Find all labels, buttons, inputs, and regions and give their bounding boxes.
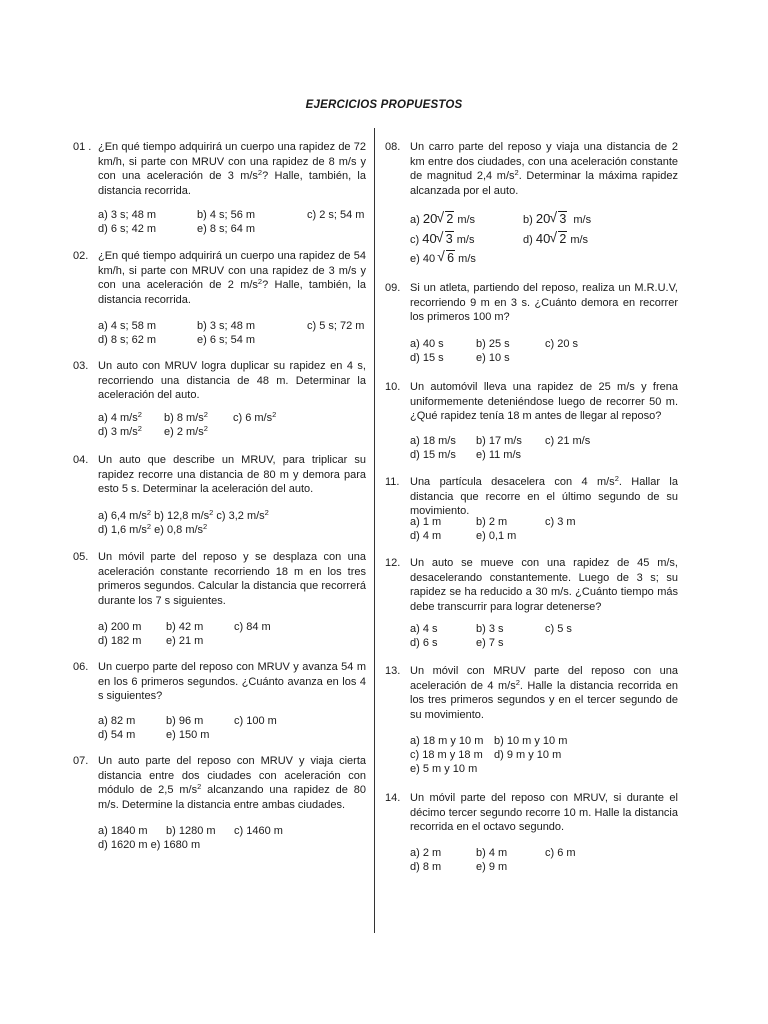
- exercise-number: 06.: [73, 661, 89, 673]
- page-title: EJERCICIOS PROPUESTOS: [305, 99, 463, 111]
- option-a: a) 2 m: [410, 847, 442, 859]
- option-c: c) 6 m: [545, 847, 576, 859]
- exercise-number: 08.: [385, 141, 401, 153]
- unit: m/s: [573, 214, 592, 226]
- sqrt-icon: [437, 212, 454, 228]
- option-e: e) 5 m y 10 m: [410, 763, 478, 775]
- option-b: b) 42 m: [166, 621, 204, 633]
- exercise-11: [385, 475, 678, 545]
- unit: m/s: [570, 234, 589, 246]
- option-d: [523, 232, 588, 248]
- exercise-statement: Un móvil parte del reposo con MRUV, si durante el décimo tercer segundo recorre 10 m. Halle la distancia recorrida en el octavo segundo.: [410, 792, 678, 833]
- option-letter: e) 40: [410, 253, 436, 265]
- option-c: c) 3 m: [545, 516, 576, 528]
- option-e: e) 6 s; 54 m: [197, 334, 256, 346]
- exercise-statement: Un automóvil lleva una rapidez de 25 m/s y frena uniformemente deteniéndose luego de recorrer 50 m. ¿Qué rapidez tenía 18 m antes de llegar al reposo?: [410, 381, 678, 422]
- option-e: e) 21 m: [166, 635, 204, 647]
- option-d: d) 8 m: [410, 861, 442, 873]
- exercise-number: 05.: [73, 551, 89, 563]
- exercise-06: [73, 660, 366, 745]
- option-letter: b): [523, 214, 533, 226]
- exercise-number: 02.: [73, 250, 89, 262]
- radicand: 3: [445, 232, 453, 246]
- column-divider: [374, 128, 375, 933]
- option-e: [410, 251, 476, 267]
- option-d: d) 6 s: [410, 637, 438, 649]
- option-c: c) 2 s; 54 m: [307, 209, 365, 221]
- option-b: b) 17 m/s: [476, 435, 522, 447]
- option-a: a) 18 m y 10 m: [410, 735, 484, 747]
- option-a: a) 82 m: [98, 715, 136, 727]
- option-d: d) 3 $m/s^2$: [98, 424, 142, 438]
- sqrt-icon: [438, 251, 455, 267]
- option-row-1: a) 6,4 $m/s^2$ b) 12,8 $m/s^2$ c) 3,2 $m/s^2$: [98, 508, 269, 522]
- option-row-2: d) 1620 m e) 1680 m: [98, 839, 201, 851]
- option-e: e) 150 m: [166, 729, 210, 741]
- unit: m/s: [458, 253, 476, 265]
- exercise-number: 09.: [385, 282, 401, 294]
- exercise-statement: Una partícula desacelera con 4 $m/s^2$. Hallar la distancia que recorre en el último segundo de su movimiento.: [410, 474, 678, 517]
- radicand: 3: [559, 212, 567, 226]
- option-a: a) 40 s: [410, 338, 444, 350]
- option-c: c) 20 s: [545, 338, 579, 350]
- exercise-07: [73, 754, 366, 854]
- coefficient: 20: [422, 211, 438, 226]
- option-c: c) 18 m y 18 m: [410, 749, 483, 761]
- option-letter: a): [410, 214, 420, 226]
- radicand: 2: [559, 232, 567, 246]
- exercise-number: 01 .: [73, 141, 92, 153]
- option-c: c) 100 m: [234, 715, 277, 727]
- option-b: b) 8 $m/s^2$: [164, 410, 208, 424]
- exercise-04: [73, 453, 366, 538]
- exercise-statement: Un auto que describe un MRUV, para triplicar su rapidez recorre una distancia de 80 m y demora para esto 5 s. Determinar la aceleración del auto.: [98, 454, 366, 495]
- option-a: a) 4 s; 58 m: [98, 320, 157, 332]
- option-b: b) 2 m: [476, 516, 508, 528]
- option-d: d) 15 m/s: [410, 449, 456, 461]
- radicand: 6: [447, 251, 455, 265]
- exercise-number: 04.: [73, 454, 89, 466]
- option-b: [523, 212, 591, 228]
- option-a: a) 1840 m: [98, 825, 148, 837]
- exercise-statement: ¿En qué tiempo adquirirá un cuerpo una rapidez de 72 km/h, si parte con MRUV con una rapidez de 8 m/s y con una aceleración de 3 $m/s^2$? Halle, también, la distancia recorrida.: [98, 141, 366, 197]
- exercise-13: [385, 664, 678, 779]
- option-d: d) 15 s: [410, 352, 444, 364]
- exercise-statement: Si un atleta, partiendo del reposo, realiza un M.R.U.V, recorriendo 9 m en 3 s. ¿Cuánto demora en recorrer los primeros 100 m?: [410, 282, 678, 323]
- exercise-statement: Un móvil parte del reposo y se desplaza con una aceleración constante recorriendo 18 m en los tres primeros segundos. Calcular la distancia que recorrerá durante los 7 s siguientes.: [98, 551, 366, 607]
- option-e: e) 11 m/s: [476, 449, 522, 461]
- exercise-statement: Un carro parte del reposo y viaja una distancia de 2 km entre dos ciudades, con una aceleración constante de magnitud 2,4 $m/s^2$. Determinar la máxima rapidez alcanzada por el auto.: [410, 141, 678, 197]
- exercise-statement: Un auto parte del reposo con MRUV y viaja cierta distancia entre dos ciudades con aceleración con módulo de 2,5 $m/s^2$ alcanzando una rapidez de 80 m/s. Determine la distancia entre ambas ciudades.: [98, 755, 366, 811]
- option-letter: d): [523, 234, 533, 246]
- option-e: e) 9 m: [476, 861, 508, 873]
- option-a: a) 18 m/s: [410, 435, 456, 447]
- option-c: c) 21 m/s: [545, 435, 591, 447]
- exercise-number: 14.: [385, 792, 401, 804]
- unit: m/s: [457, 214, 476, 226]
- exercise-number: 11.: [385, 476, 400, 488]
- option-a: a) 4 s: [410, 623, 438, 635]
- exercise-statement: Un cuerpo parte del reposo con MRUV y avanza 54 m en los 6 primeros segundos. ¿Cuánto avanza en los 4 s siguientes?: [98, 661, 366, 702]
- exercise-09: [385, 281, 678, 366]
- option-a: a) 3 s; 48 m: [98, 209, 157, 221]
- exercise-statement: Un móvil con MRUV parte del reposo con una aceleración de 4 $m/s^2$. Halle la distancia recorrida en los tres primeros segundos y en el tercer segundo de su movimiento.: [410, 665, 678, 721]
- option-e: e) 10 s: [476, 352, 510, 364]
- option-a: a) 200 m: [98, 621, 142, 633]
- exercise-number: 13.: [385, 665, 401, 677]
- exercise-number: 10.: [385, 381, 401, 393]
- option-b: b) 25 s: [476, 338, 510, 350]
- exercise-10: [385, 380, 678, 465]
- option-c: c) 5 s; 72 m: [307, 320, 365, 332]
- option-c: c) 5 s: [545, 623, 572, 635]
- option-c: [410, 232, 474, 248]
- radicand: 2: [446, 212, 454, 226]
- exercise-number: 03.: [73, 360, 89, 372]
- option-c: c) 1460 m: [234, 825, 283, 837]
- option-b: b) 1280 m: [166, 825, 216, 837]
- option-e: e) 2 $m/s^2$: [164, 424, 208, 438]
- exercise-01: [73, 140, 366, 250]
- option-d: d) 9 m y 10 m: [494, 749, 562, 761]
- exercise-14: [385, 791, 678, 876]
- option-e: e) 0,1 m: [476, 530, 517, 542]
- exercise-12: [385, 556, 678, 656]
- option-b: b) 4 s; 56 m: [197, 209, 256, 221]
- sqrt-icon: [437, 232, 454, 248]
- option-d: d) 54 m: [98, 729, 136, 741]
- option-b: b) 3 s: [476, 623, 504, 635]
- option-e: e) 8 s; 64 m: [197, 223, 256, 235]
- option-a: [410, 212, 475, 228]
- option-d: d) 4 m: [410, 530, 442, 542]
- option-b: b) 10 m y 10 m: [494, 735, 568, 747]
- option-e: e) 7 s: [476, 637, 504, 649]
- exercise-02: [73, 249, 366, 349]
- option-d: d) 8 s; 62 m: [98, 334, 157, 346]
- option-d: d) 182 m: [98, 635, 142, 647]
- exercise-statement: Un auto con MRUV logra duplicar su rapidez en 4 s, recorriendo una distancia de 48 m. Determinar la aceleración del auto.: [98, 360, 366, 401]
- option-letter: c): [410, 234, 420, 246]
- exercise-08: [385, 140, 678, 265]
- option-b: b) 96 m: [166, 715, 204, 727]
- option-a: a) 1 m: [410, 516, 442, 528]
- exercise-number: 07.: [73, 755, 89, 767]
- exercise-number: 12.: [385, 557, 401, 569]
- exercise-05: [73, 550, 366, 650]
- coefficient: 20: [535, 211, 551, 226]
- option-c: c) 6 $m/s^2$: [233, 410, 277, 424]
- sqrt-icon: [550, 232, 567, 248]
- exercise-03: [73, 359, 366, 444]
- option-row-2: d) 1,6 $m/s^2$ e) 0,8 $m/s^2$: [98, 522, 208, 536]
- exercise-statement: Un auto se mueve con una rapidez de 45 m/s, desacelerando constantemente. Luego de 3 s; su rapidez se ha reducido a 30 m/s. ¿Cuánto tiempo más debe transcurrir para lograr detenerse?: [410, 557, 678, 613]
- exercise-statement: ¿En qué tiempo adquirirá un cuerpo una rapidez de 54 km/h, si parte con MRUV con una rapidez de 3 m/s y con una aceleración de 2 $m/s^2$? Halle, también, la distancia recorrida.: [98, 250, 366, 306]
- option-b: b) 3 s; 48 m: [197, 320, 256, 332]
- option-b: b) 4 m: [476, 847, 508, 859]
- unit: m/s: [456, 234, 475, 246]
- coefficient: 40: [422, 231, 437, 246]
- coefficient: 40: [535, 231, 551, 246]
- sqrt-icon: [550, 212, 567, 228]
- option-a: a) 4 $m/s^2$: [98, 410, 142, 424]
- option-d: d) 6 s; 42 m: [98, 223, 157, 235]
- option-c: c) 84 m: [234, 621, 271, 633]
